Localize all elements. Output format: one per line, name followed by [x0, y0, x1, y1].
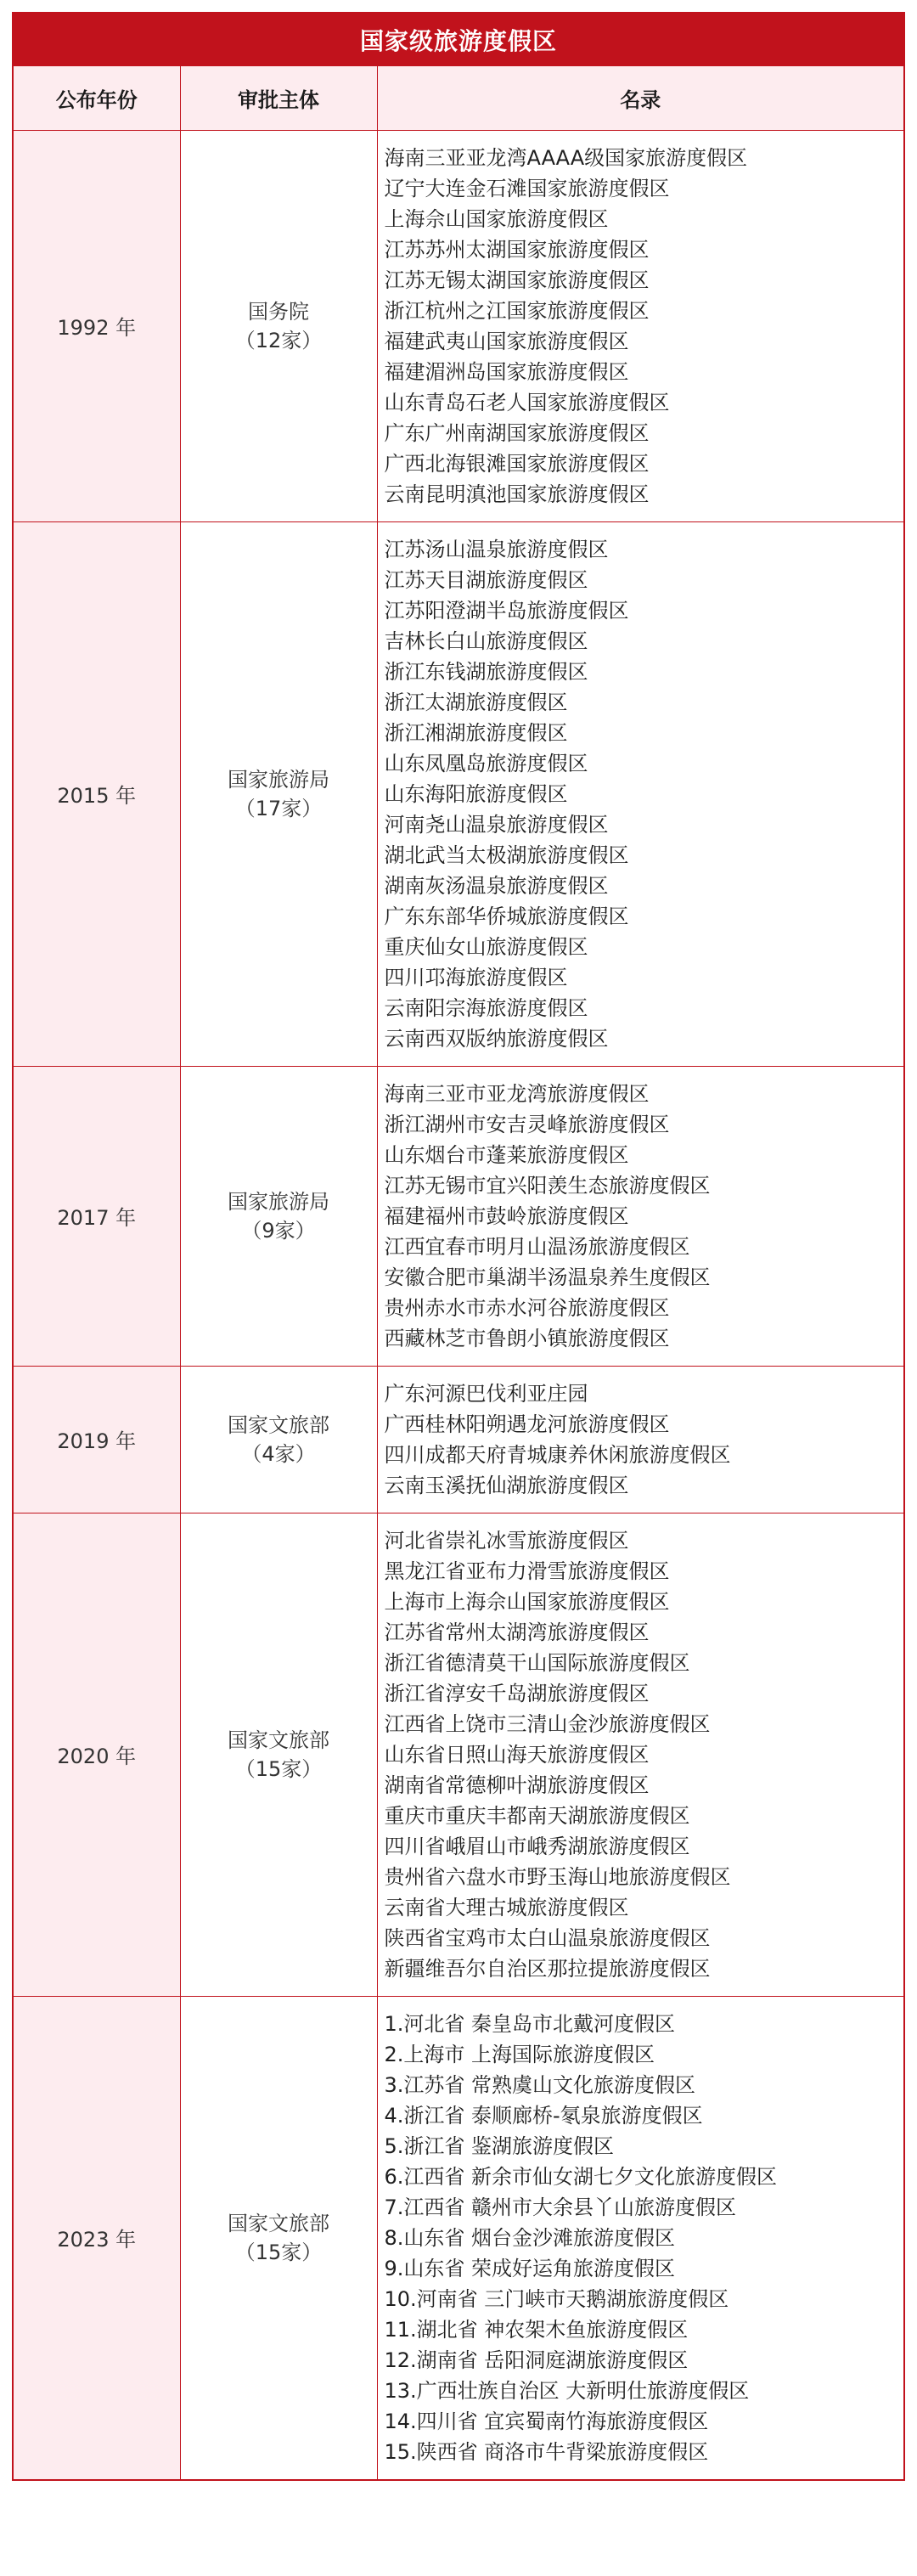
resort-list-item: 广西桂林阳朔遇龙河旅游度假区	[384, 1412, 670, 1436]
resort-list-item: 海南三亚市亚龙湾旅游度假区	[384, 1081, 650, 1106]
table-row	[14, 521, 903, 1066]
resort-list-item: 湖南灰汤温泉旅游度假区	[384, 873, 609, 898]
resort-list-item: 重庆市重庆丰都南天湖旅游度假区	[384, 1803, 690, 1828]
authority-cell	[180, 130, 377, 521]
resort-list-item: 云南阳宗海旅游度假区	[384, 995, 588, 1020]
resort-list-item: 广东河源巴伐利亚庄园	[384, 1381, 588, 1406]
resort-list-item: 上海佘山国家旅游度假区	[384, 206, 609, 231]
resort-list-item: 云南昆明滇池国家旅游度假区	[384, 482, 650, 506]
year-cell: 2019 年	[14, 1366, 180, 1513]
resort-list-item: 山东凤凰岛旅游度假区	[384, 751, 588, 775]
resort-list-item: 浙江东钱湖旅游度假区	[384, 659, 588, 684]
table-row	[14, 1066, 903, 1366]
resort-list-item: 吉林长白山旅游度假区	[384, 628, 588, 653]
resort-list-item: 西藏林芝市鲁朗小镇旅游度假区	[384, 1326, 670, 1350]
resorts-table-container	[12, 12, 905, 2481]
resort-list-item: 10.河南省 三门峡市天鹅湖旅游度假区	[384, 2286, 729, 2311]
resort-list-item: 江西省上饶市三清山金沙旅游度假区	[384, 1711, 711, 1736]
resort-list-item: 云南省大理古城旅游度假区	[384, 1895, 629, 1919]
resort-list-item: 8.山东省 烟台金沙滩旅游度假区	[384, 2225, 676, 2250]
resort-count: （4家）	[241, 1441, 316, 1466]
year-cell: 2015 年	[14, 521, 180, 1066]
table-row	[14, 130, 903, 521]
authority-cell	[180, 1066, 377, 1366]
resort-list-item: 四川省峨眉山市峨秀湖旅游度假区	[384, 1834, 690, 1858]
resort-list-item: 浙江湖州市安吉灵峰旅游度假区	[384, 1112, 670, 1136]
resort-list-item: 四川邛海旅游度假区	[384, 965, 568, 989]
resort-list-item: 7.江西省 赣州市大余县丫山旅游度假区	[384, 2195, 737, 2219]
resort-list-item: 13.广西壮族自治区 大新明仕旅游度假区	[384, 2378, 750, 2403]
resort-list-item: 3.江苏省 常熟虞山文化旅游度假区	[384, 2072, 696, 2097]
authority-name: 国家旅游局	[228, 767, 329, 792]
resort-list-item: 福建湄洲岛国家旅游度假区	[384, 359, 629, 384]
resort-list-item: 14.四川省 宜宾蜀南竹海旅游度假区	[384, 2409, 709, 2433]
resort-list-item: 江苏阳澄湖半岛旅游度假区	[384, 598, 629, 623]
resort-list-item: 河北省崇礼冰雪旅游度假区	[384, 1528, 629, 1553]
resort-list-item: 上海市上海佘山国家旅游度假区	[384, 1589, 670, 1614]
header-list: 名录	[377, 66, 903, 130]
resort-list-item: 江西宜春市明月山温汤旅游度假区	[384, 1234, 690, 1259]
resort-list-item: 江苏无锡太湖国家旅游度假区	[384, 268, 650, 292]
resort-list-item: 山东省日照山海天旅游度假区	[384, 1742, 650, 1767]
header-row	[14, 66, 903, 130]
resort-list-item: 海南三亚亚龙湾AAAA级国家旅游度假区	[384, 145, 748, 170]
resort-list-item: 11.湖北省 神农架木鱼旅游度假区	[384, 2317, 689, 2342]
resort-list-cell	[377, 130, 903, 521]
resort-list-item: 5.浙江省 鉴湖旅游度假区	[384, 2134, 615, 2158]
resort-count: （15家）	[234, 1756, 323, 1781]
year-cell: 2023 年	[14, 1996, 180, 2479]
header-authority: 审批主体	[180, 66, 377, 130]
resort-count: （15家）	[234, 2240, 323, 2264]
resort-list-item: 2.上海市 上海国际旅游度假区	[384, 2042, 655, 2066]
resort-list-item: 江苏无锡市宜兴阳羡生态旅游度假区	[384, 1173, 711, 1198]
authority-cell	[180, 521, 377, 1066]
resort-list-item: 9.山东省 荣成好运角旅游度假区	[384, 2256, 676, 2280]
authority-cell	[180, 1513, 377, 1996]
resort-list-item: 浙江省德清莫干山国际旅游度假区	[384, 1650, 690, 1675]
resort-list-item: 福建武夷山国家旅游度假区	[384, 329, 629, 353]
resorts-table	[14, 66, 903, 2479]
authority-name: 国家文旅部	[228, 1728, 329, 1752]
authority-cell	[180, 1366, 377, 1513]
resort-list-item: 广东广州南湖国家旅游度假区	[384, 420, 650, 445]
table-row	[14, 1366, 903, 1513]
resort-count: （12家）	[234, 328, 323, 352]
resort-list-item: 4.浙江省 泰顺廊桥-氡泉旅游度假区	[384, 2103, 703, 2128]
resort-list-item: 湖北武当太极湖旅游度假区	[384, 843, 629, 867]
resort-list-cell	[377, 1366, 903, 1513]
resort-list-item: 江苏天目湖旅游度假区	[384, 567, 588, 592]
resort-list-item: 山东烟台市蓬莱旅游度假区	[384, 1142, 629, 1167]
resort-list-item: 15.陕西省 商洛市牛背梁旅游度假区	[384, 2439, 709, 2464]
resort-list-cell	[377, 521, 903, 1066]
year-cell: 1992 年	[14, 130, 180, 521]
resort-count: （9家）	[241, 1218, 316, 1243]
resort-list-item: 浙江杭州之江国家旅游度假区	[384, 298, 650, 323]
authority-name: 国家旅游局	[228, 1189, 329, 1214]
authority-cell	[180, 1996, 377, 2479]
resort-list-item: 陕西省宝鸡市太白山温泉旅游度假区	[384, 1925, 711, 1950]
year-cell: 2017 年	[14, 1066, 180, 1366]
resort-list-item: 云南西双版纳旅游度假区	[384, 1026, 609, 1051]
resort-list-cell	[377, 1996, 903, 2479]
resort-list-item: 浙江省淳安千岛湖旅游度假区	[384, 1681, 650, 1705]
authority-name: 国家文旅部	[228, 2211, 329, 2235]
table-row	[14, 1513, 903, 1996]
resort-list-item: 四川成都天府青城康养休闲旅游度假区	[384, 1442, 731, 1467]
resort-list-item: 浙江太湖旅游度假区	[384, 690, 568, 714]
resort-list-cell	[377, 1513, 903, 1996]
resort-list-item: 1.河北省 秦皇岛市北戴河度假区	[384, 2011, 676, 2036]
resort-list-item: 12.湖南省 岳阳洞庭湖旅游度假区	[384, 2348, 689, 2372]
resort-list-item: 新疆维吾尔自治区那拉提旅游度假区	[384, 1956, 711, 1981]
resort-list-item: 湖南省常德柳叶湖旅游度假区	[384, 1773, 650, 1797]
resort-list-item: 福建福州市鼓岭旅游度假区	[384, 1203, 629, 1228]
authority-name: 国务院	[248, 299, 309, 324]
header-year: 公布年份	[14, 66, 180, 130]
table-title: 国家级旅游度假区	[14, 14, 903, 66]
year-cell: 2020 年	[14, 1513, 180, 1996]
resort-list-item: 辽宁大连金石滩国家旅游度假区	[384, 176, 670, 200]
resort-list-item: 广西北海银滩国家旅游度假区	[384, 451, 650, 476]
resort-list-item: 安徽合肥市巢湖半汤温泉养生度假区	[384, 1265, 711, 1289]
resort-list-item: 云南玉溪抚仙湖旅游度假区	[384, 1473, 629, 1497]
resort-list-item: 黑龙江省亚布力滑雪旅游度假区	[384, 1559, 670, 1583]
resort-list-item: 河南尧山温泉旅游度假区	[384, 812, 609, 837]
resort-list-item: 山东青岛石老人国家旅游度假区	[384, 390, 670, 414]
resort-list-item: 广东东部华侨城旅游度假区	[384, 904, 629, 928]
resort-count: （17家）	[234, 796, 323, 820]
resort-list-item: 江苏汤山温泉旅游度假区	[384, 537, 609, 561]
resort-list-item: 山东海阳旅游度假区	[384, 781, 568, 806]
resort-list-item: 江苏苏州太湖国家旅游度假区	[384, 237, 650, 262]
table-body	[14, 130, 903, 2479]
resort-list-cell	[377, 1066, 903, 1366]
resort-list-item: 江苏省常州太湖湾旅游度假区	[384, 1620, 650, 1644]
resort-list-item: 6.江西省 新余市仙女湖七夕文化旅游度假区	[384, 2164, 778, 2189]
table-row	[14, 1996, 903, 2479]
resort-list-item: 贵州省六盘水市野玉海山地旅游度假区	[384, 1864, 731, 1889]
resort-list-item: 浙江湘湖旅游度假区	[384, 720, 568, 745]
resort-list-item: 贵州赤水市赤水河谷旅游度假区	[384, 1295, 670, 1320]
resort-list-item: 重庆仙女山旅游度假区	[384, 934, 588, 959]
authority-name: 国家文旅部	[228, 1412, 329, 1437]
